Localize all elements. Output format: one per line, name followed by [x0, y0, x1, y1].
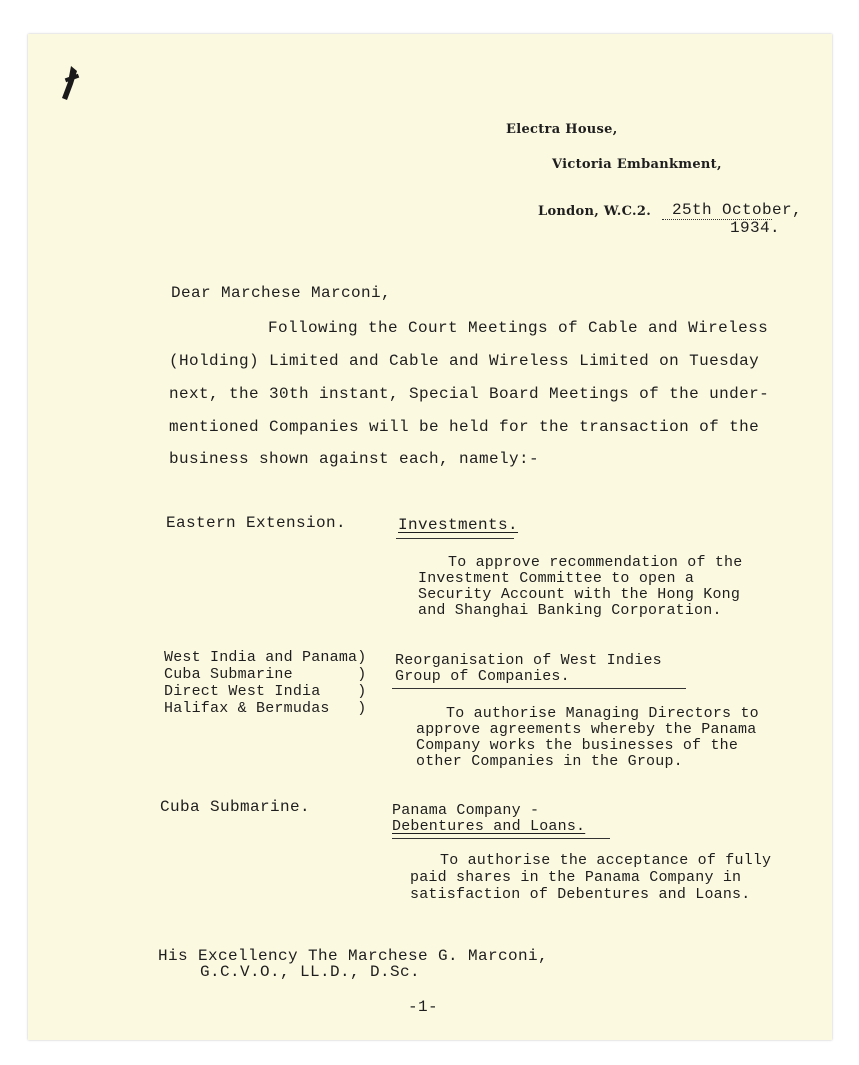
- intro-line: next, the 30th instant, Special Board Meetings of the under-: [169, 385, 770, 403]
- intro-line: Following the Court Meetings of Cable and Wireless: [268, 319, 769, 337]
- item-heading: Panama Company -: [392, 802, 540, 819]
- item-detail-line: Company works the businesses of the: [416, 737, 739, 754]
- letter-date: 25th October,: [672, 201, 803, 219]
- heading-underline: [392, 688, 686, 689]
- item-detail-line: To authorise Managing Directors to: [446, 705, 759, 722]
- item-detail-line: To approve recommendation of the: [448, 554, 743, 571]
- heading-underline: [396, 538, 514, 539]
- page-number: -1-: [408, 998, 439, 1016]
- letterhead-city: London, W.C.2.: [538, 204, 652, 219]
- item-heading: Reorganisation of West Indies: [395, 652, 662, 669]
- paper-clip-mark-icon: [57, 62, 87, 106]
- item-detail-line: other Companies in the Group.: [416, 753, 683, 770]
- salutation: Dear Marchese Marconi,: [171, 284, 392, 302]
- intro-line: (Holding) Limited and Cable and Wireless Limited on Tuesday: [169, 352, 760, 370]
- item-company: Eastern Extension.: [166, 514, 347, 532]
- item-detail-line: paid shares in the Panama Company in: [410, 869, 742, 886]
- addressee-honours: G.C.V.O., LL.D., D.Sc.: [200, 963, 421, 981]
- item-heading: Group of Companies.: [395, 668, 570, 685]
- item-detail-line: satisfaction of Debentures and Loans.: [410, 886, 751, 903]
- letterhead-line-1: Electra House,: [506, 122, 618, 137]
- letter-year: 1934.: [730, 219, 781, 237]
- item-heading: Debentures and Loans.: [392, 818, 586, 835]
- intro-line: business shown against each, namely:-: [169, 450, 540, 468]
- item-company: Cuba Submarine ): [164, 666, 367, 683]
- item-heading: Investments.: [398, 516, 519, 534]
- item-detail-line: approve agreements whereby the Panama: [416, 721, 757, 738]
- item-detail-line: Security Account with the Hong Kong: [418, 586, 741, 603]
- letterhead-line-2: Victoria Embankment,: [552, 157, 722, 172]
- item-company: Halifax & Bermudas ): [164, 700, 367, 717]
- heading-underline: [392, 838, 610, 839]
- item-company: West India and Panama): [164, 649, 367, 666]
- addressee-name: His Excellency The Marchese G. Marconi,: [158, 947, 549, 965]
- item-detail-line: and Shanghai Banking Corporation.: [418, 602, 722, 619]
- item-company: Direct West India ): [164, 683, 367, 700]
- intro-line: mentioned Companies will be held for the transaction of the: [169, 418, 760, 436]
- item-company: Cuba Submarine.: [160, 798, 311, 816]
- item-detail-line: To authorise the acceptance of fully: [440, 852, 772, 869]
- item-detail-line: Investment Committee to open a: [418, 570, 695, 587]
